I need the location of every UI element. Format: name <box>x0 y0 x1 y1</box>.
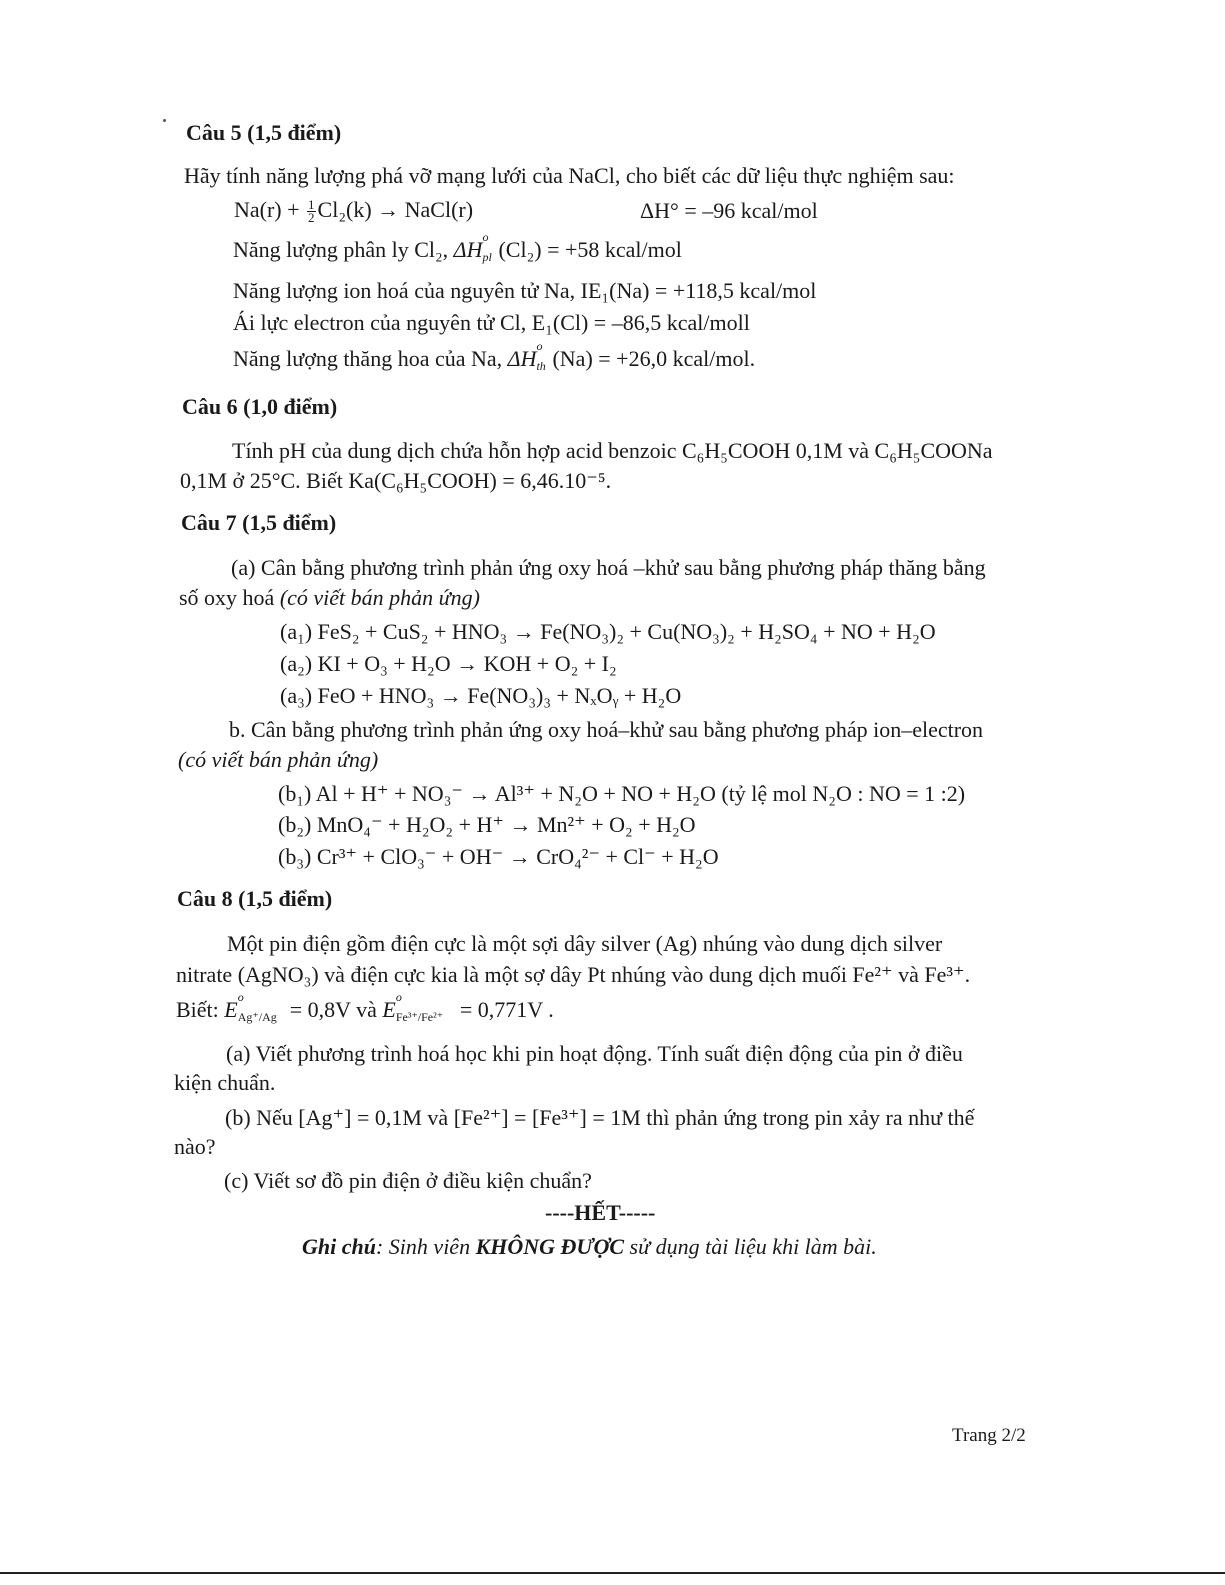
q8-title: Câu 8 (1,5 điểm) <box>177 886 333 911</box>
q6-line1: Tính pH của dung dịch chứa hỗn hợp acid benzoic C₆H₅COOH 0,1M và C₆H₅COONa <box>232 438 993 463</box>
q5-half-fraction: $\frac{1}{2}$ <box>308 197 315 226</box>
q8-a-line1: (a) Viết phương trình hoá học khi pin hoạt động. Tính suất điện động của pin ở điều <box>226 1041 963 1066</box>
q7-a2: (a₂) KI + O₃ + H₂O → KOH + O₂ + I₂ <box>280 651 617 676</box>
e-ag-symbol: E o Ag⁺/Ag <box>224 990 277 1024</box>
q7-b1: (b₁) Al + H⁺ + NO₃⁻ → Al³⁺ + N₂O + NO + H₂O (tỷ lệ mol N₂O : NO = 1 :2) <box>278 781 966 806</box>
q8-given-potentials: Biết: E o Ag⁺/Ag = 0,8V và E o Fe³⁺/Fe²⁺ = 0,771V . <box>176 990 554 1024</box>
q8-b-line1: (b) Nếu [Ag⁺] = 0,1M và [Fe²⁺] = [Fe³⁺] = 1M thì phản ứng trong pin xảy ra như thế <box>225 1105 975 1130</box>
q5-reaction <box>234 197 473 224</box>
scan-speck <box>163 119 166 122</box>
q6-title: Câu 6 (1,0 điểm) <box>182 394 338 419</box>
q8-b-line2: nào? <box>174 1134 216 1159</box>
q7-a-line1: (a) Cân bằng phương trình phản ứng oxy hoá –khử sau bằng phương pháp thăng bằng <box>231 555 986 580</box>
q7-title: Câu 7 (1,5 điểm) <box>181 510 337 535</box>
dh-th-symbol: ΔH o th <box>507 339 546 373</box>
q5-reaction-dh: ΔH° = –96 kcal/mol <box>640 198 818 223</box>
q5-title: Câu 5 (1,5 điểm) <box>186 120 342 145</box>
q7-b2: (b₂) MnO₄⁻ + H₂O₂ + H⁺ → Mn²⁺ + O₂ + H₂O <box>278 812 696 837</box>
q8-p1-line1: Một pin điện gồm điện cực là một sợi dây silver (Ag) nhúng vào dung dịch silver <box>227 931 943 956</box>
q7-a3: (a₃) FeO + HNO₃ → Fe(NO₃)₃ + NₓOᵧ + H₂O <box>280 683 682 708</box>
end-mark: ----HẾT----- <box>545 1200 656 1225</box>
page-number: Trang 2/2 <box>952 1425 1026 1446</box>
q8-p1-line2: nitrate (AgNO₃) và điện cực kia là một sợ dây Pt nhúng vào dung dịch muối Fe²⁺ và Fe³⁺. <box>176 962 971 987</box>
q6-line2: 0,1M ở 25°C. Biết Ka(C₆H₅COOH) = 6,46.10⁻⁵. <box>180 468 612 493</box>
q5-intro: Hãy tính năng lượng phá vỡ mạng lưới của NaCl, cho biết các dữ liệu thực nghiệm sau: <box>184 163 955 188</box>
q5-affinity: Ái lực electron của nguyên tử Cl, E₁(Cl) = –86,5 kcal/moll <box>233 310 750 335</box>
q8-c-line: (c) Viết sơ đồ pin điện ở điều kiện chuẩn? <box>224 1168 592 1193</box>
q7-b-line1: b. Cân bằng phương trình phản ứng oxy hoá–khử sau bằng phương pháp ion–electron <box>229 717 984 742</box>
q5-ionization: Năng lượng ion hoá của nguyên tử Na, IE₁(Na) = +118,5 kcal/mol <box>233 278 817 303</box>
q7-a1: (a₁) FeS₂ + CuS₂ + HNO₃ → Fe(NO₃)₂ + Cu(NO₃)₂ + H₂SO₄ + NO + H₂O <box>280 619 936 644</box>
q7-b3: (b₃) Cr³⁺ + ClO₃⁻ + OH⁻ → CrO₄²⁻ + Cl⁻ + H₂O <box>278 844 719 869</box>
q5-sublimation: Năng lượng thăng hoa của Na, ΔH o th (Na) = +26,0 kcal/mol. <box>233 339 756 373</box>
q7-a-line2: số oxy hoá (có viết bán phản ứng) <box>179 585 480 610</box>
scan-edge-line <box>0 1572 1225 1574</box>
q7-b-line2: (có viết bán phản ứng) <box>178 747 379 772</box>
e-fe-symbol: E o Fe³⁺/Fe²⁺ <box>382 990 444 1024</box>
exam-note: Ghi chú: Sinh viên KHÔNG ĐƯỢC sử dụng tài liệu khi làm bài. <box>302 1234 877 1259</box>
dh-pl-symbol: ΔH o pl <box>453 230 492 264</box>
q5-dissociation: Năng lượng phân ly Cl₂, ΔH o pl (Cl₂) = +58 kcal/mol <box>233 230 682 264</box>
q5-reaction-left: Na(r) + <box>234 197 306 222</box>
q8-a-line2: kiện chuẩn. <box>174 1070 276 1095</box>
q5-reaction-right: Cl₂(k) → NaCl(r) <box>317 197 474 222</box>
